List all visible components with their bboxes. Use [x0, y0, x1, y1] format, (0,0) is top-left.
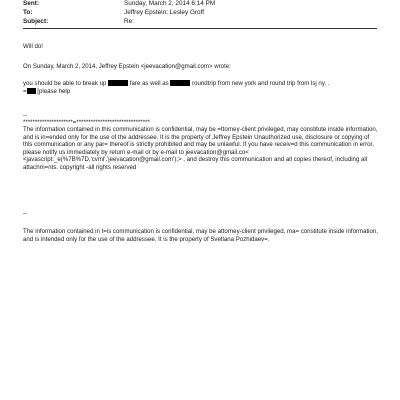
reply-text: Will do! [23, 43, 43, 50]
quote-part5: [please help [37, 88, 71, 95]
quote-header: On Sunday, March 2, 2014, Jeffrey Epstein <jeevacation@gmail.com> wrote: [23, 63, 231, 70]
redaction-block [170, 80, 190, 86]
sent-row [23, 0, 215, 8]
redaction-block [108, 80, 128, 86]
redaction-block [27, 88, 36, 94]
quote-part2: fare as well as [129, 80, 169, 87]
separator-dashes-2: -- [23, 210, 28, 217]
disclaimer-pozhidaeva: The information contained in t=is communication is confidential, may be attorney-client privileged, ma= constitute inside information, and is intended only for the use of the addressee. It is the property of Svetlana Pozhidaev=. [23, 228, 378, 243]
quote-part1: you should be able to break up [23, 80, 107, 87]
sent-label: Sent: [23, 0, 39, 7]
separator-stars: *********************=******************************* [23, 119, 150, 126]
disclaimer-epstein: The information contained in this communication is confidential, may be =ttorney-client privileged, may constitute inside information, and is in=ended only for the use of the addressee. It is the property of Jeffrey Epstein Unauthorized use, disclosure or copying of this communication or any par= thereof is strictly prohibited and may be unlawful. If you have receiv=d this communication in error, please notify us immediately by return e-mail or by e-mail to jeevacation@gmail.co< <javascript:_e(%7B%7D,'cvml','jeevacation@gmail.com');> , and destroy this communication and all copies thereof, including all attachm=nts. copyright -all rights reserved [23, 126, 378, 171]
quoted-message-line2 [23, 88, 378, 96]
sent-value: Sunday, March 2, 2014 6:14 PM [124, 0, 216, 7]
quote-part4: = [23, 88, 27, 95]
subject-label: Subject: [23, 18, 49, 25]
header-divider [23, 28, 377, 29]
subject-row [23, 18, 134, 26]
quoted-message-line1 [23, 80, 378, 88]
to-row [23, 9, 204, 17]
subject-value: Re: [124, 18, 134, 25]
quote-part3: roundtrip from new york and round trip from lsj ny. . [192, 80, 330, 87]
separator-dashes: -- [23, 112, 28, 119]
to-value: Jeffrey Epstein; Lesley Groff [124, 9, 205, 16]
to-label: To: [23, 9, 33, 16]
